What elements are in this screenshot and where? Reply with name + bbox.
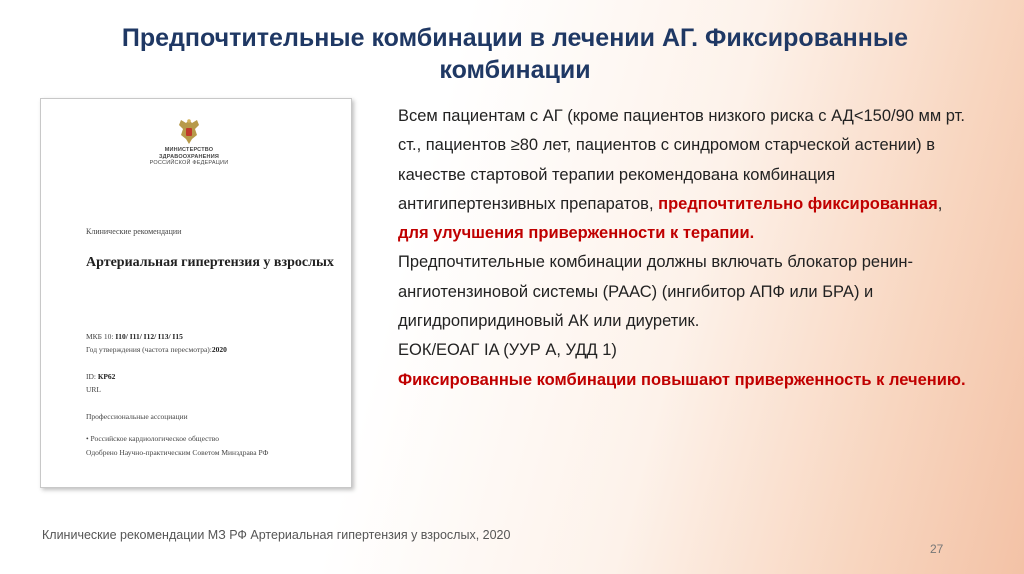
mkb-label: МКБ 10: [86,332,114,341]
ministry-line2: ЗДРАВООХРАНЕНИЯ [158,153,220,160]
slide-title-line2: комбинации [439,56,591,84]
document-thumbnail [40,98,352,488]
ministry-line1: МИНИСТЕРСТВО [164,147,214,153]
id-value: КР62 [97,372,116,381]
document-title: Артериальная гипертензия у взрослых [86,255,334,270]
document-type: Клинические рекомендации [86,227,182,236]
main-text [398,102,988,395]
document-year [86,345,227,354]
year-value: 2020 [211,345,227,354]
paragraph-1-highlight-2: для улучшения приверженности к терапии. [398,224,755,243]
ministry-label [136,147,242,167]
paragraph-1-text: Всем пациентам с АГ (кроме пациентов низкого риска с АД<150/90 мм рт. ст., пациентов ≥80 лет, пациентов с синдромом старческой астении) в качестве стартовой терапии рекомендована комбинация антигипертензивных препаратов, [398,107,965,213]
paragraph-1-highlight: предпочтительно фиксированная [658,194,938,213]
ministry-line3: РОССИЙСКОЙ ФЕДЕРАЦИИ [149,160,229,166]
paragraph-3: ЕОК/ЕОАГ IA (УУР А, УДД 1) [398,341,617,360]
document-association-item: • Российское кардиологическое общество [86,434,219,443]
document-mkb [86,332,183,341]
document-approved: Одобрено Научно-практическим Советом Минздрава РФ [86,448,269,457]
paragraph-1 [398,102,988,219]
paragraph-4: Фиксированные комбинации повышают приверженность к лечению. [398,370,966,389]
coat-of-arms-icon [175,117,203,147]
slide-title-line1: Предпочтительные комбинации в лечении АГ. Фиксированные [121,24,909,52]
id-label: ID: [86,372,96,381]
document-id [86,372,115,381]
document-url: URL [86,385,101,394]
year-label: Год утверждения (частота пересмотра): [86,345,212,354]
document-associations-label: Профессиональные ассоциации [86,412,188,421]
mkb-value: I10/ I11/ I12/ I13/ I15 [115,332,183,341]
slide-title [80,22,950,86]
page-number: 27 [930,542,944,556]
paragraph-1-comma: , [937,194,943,213]
paragraph-2: Предпочтительные комбинации должны включать блокатор ренин-ангиотензиновой системы (РААС) (ингибитор АПФ или БРА) и дигидропиридиновый АК или диуретик. [398,253,914,331]
footer-source: Клинические рекомендации МЗ РФ Артериальная гипертензия у взрослых, 2020 [42,528,511,542]
